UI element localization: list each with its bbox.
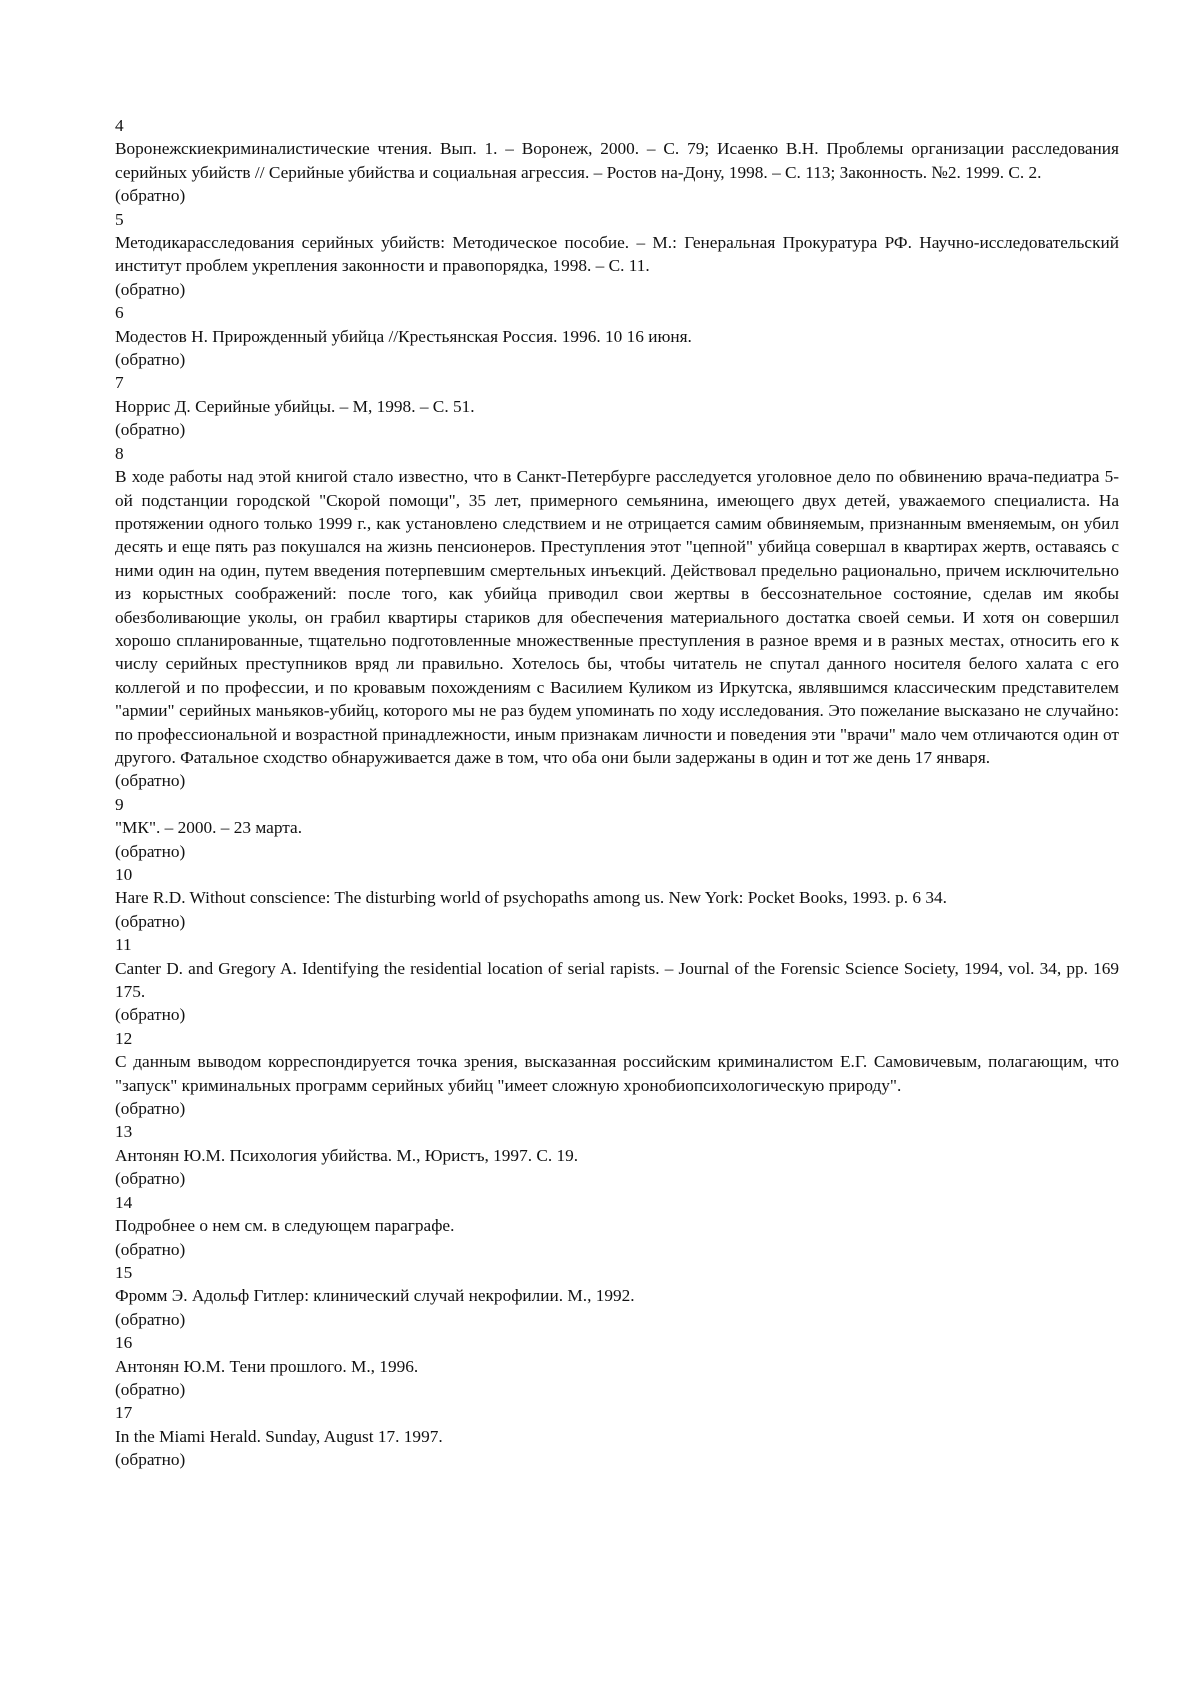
footnote <box>115 793 1119 863</box>
footnote-number: 4 <box>115 116 124 135</box>
footnote <box>115 301 1119 371</box>
footnote-text: Методикарасследования серийных убийств: Методическое пособие. – М.: Генеральная Прокуратура РФ. Научно-исследовательский институт проблем укрепления законности и правопорядка, 1998. – С. 11. <box>115 233 1119 276</box>
footnotes-page <box>115 114 1119 1472</box>
footnote <box>115 1027 1119 1121</box>
footnote-number: 13 <box>115 1122 133 1142</box>
footnote-text: Модестов Н. Прирожденный убийца //Крестьянская Россия. 1996. 10 16 июня. <box>115 326 692 346</box>
footnote-text: Фромм Э. Адольф Гитлер: клинический случай некрофилии. М., 1992. <box>115 1286 635 1306</box>
footnote-number: 11 <box>115 935 132 955</box>
footnote-text: "МК". – 2000. – 23 марта. <box>115 818 303 838</box>
back-link[interactable]: (обратно) <box>115 1169 186 1189</box>
footnote <box>115 863 1119 933</box>
footnote-text: С данным выводом корреспондируется точка зрения, высказанная российским криминалистом Е.Г. Самовичевым, полагающим, что "запуск" криминальных программ серийных убийц "имеет сложную хронобиопсихологическую природу". <box>115 1052 1119 1095</box>
footnote <box>115 1191 1119 1261</box>
footnote-number: 10 <box>115 865 133 884</box>
footnote-text: Canter D. and Gregory A. Identifying the residential location of serial rapists. – Journal of the Forensic Science Society, 1994, vol. 34, pp. 169 175. <box>115 958 1119 1002</box>
footnote-text: Подробнее о нем см. в следующем параграфе. <box>115 1216 455 1236</box>
footnote <box>115 1261 1119 1331</box>
footnote-number: 17 <box>115 1403 133 1423</box>
footnote <box>115 1120 1119 1190</box>
footnote <box>115 933 1119 1027</box>
back-link[interactable]: (обратно) <box>115 911 186 931</box>
back-link[interactable]: (обратно) <box>115 1450 186 1470</box>
footnote <box>115 114 1119 208</box>
back-link[interactable]: (обратно) <box>115 279 186 299</box>
footnote-number: 16 <box>115 1333 133 1353</box>
footnote-text: In the Miami Herald. Sunday, August 17. 1997. <box>115 1426 443 1446</box>
footnote <box>115 1331 1119 1401</box>
footnote <box>115 442 1119 793</box>
footnote-number: 8 <box>115 443 124 463</box>
back-link[interactable]: (обратно) <box>115 1099 186 1119</box>
footnote-text: Антонян Ю.М. Тени прошлого. М., 1996. <box>115 1356 419 1376</box>
back-link[interactable]: (обратно) <box>115 350 186 370</box>
footnote-number: 14 <box>115 1192 133 1212</box>
footnote-text: Антонян Ю.М. Психология убийства. М., Юристъ, 1997. С. 19. <box>115 1145 579 1165</box>
back-link[interactable]: (обратно) <box>115 1005 186 1025</box>
footnote-number: 5 <box>115 209 124 229</box>
back-link[interactable]: (обратно) <box>115 1379 186 1399</box>
back-link[interactable]: (обратно) <box>115 420 186 440</box>
back-link[interactable]: (обратно) <box>115 186 186 206</box>
back-link[interactable]: (обратно) <box>115 771 186 791</box>
footnote-number: 12 <box>115 1028 133 1048</box>
footnote-text: Hare R.D. Without conscience: The disturbing world of psychopaths among us. New York: Pocket Books, 1993. p. 6 34. <box>115 888 947 908</box>
footnote-text: Воронежскиекриминалистические чтения. Вып. 1. – Воронеж, 2000. – С. 79; Исаенко В.Н. Проблемы организации расследования серийных убийств // Серийные убийства и социальная агрессия. – Ростов на-Дону, 1998. – С. 113; Законность. №2. 1999. С. 2. <box>115 139 1119 182</box>
footnote <box>115 208 1119 302</box>
footnote-number: 15 <box>115 1262 133 1282</box>
back-link[interactable]: (обратно) <box>115 1309 186 1329</box>
footnote <box>115 371 1119 441</box>
footnote-number: 7 <box>115 373 124 393</box>
footnote-number: 6 <box>115 303 124 323</box>
footnote <box>115 1401 1119 1471</box>
back-link[interactable]: (обратно) <box>115 1239 186 1259</box>
back-link[interactable]: (обратно) <box>115 841 186 861</box>
footnote-number: 9 <box>115 794 124 814</box>
footnote-text: Норрис Д. Серийные убийцы. – М, 1998. – С. 51. <box>115 396 475 416</box>
footnote-text: В ходе работы над этой книгой стало известно, что в Санкт-Петербурге расследуется уголовное дело по обвинению врача-педиатра 5-ой подстанции городской "Скорой помощи", 35 лет, примерного семьянина, имеющего двух детей, уважаемого специалиста. На протяжении одного только 1999 г., как установлено следствием и не отрицается самим обвиняемым, признанным вменяемым, он убил десять и еще пять раз покушался на жизнь пенсионеров. Преступления этот "цепной" убийца совершал в квартирах жертв, оставаясь с ними один на один, путем введения потерпевшим смертельных инъекций. Действовал предельно рационально, причем исключительно из корыстных соображений: после того, как убийца приводил свои жертвы в бессознательное состояние, сделав им якобы обезболивающие уколы, он грабил квартиры стариков для обеспечения материального достатка своей семьи. И хотя он совершил хорошо спланированные, тщательно подготовленные множественные преступления в разное время и в разных местах, относить его к числу серийных преступников вряд ли правильно. Хотелось бы, чтобы читатель не спутал данного носителя белого халата с его коллегой и по профессии, и по кровавым похождениям с Василием Куликом из Иркутска, являвшимся классическим представителем "армии" серийных маньяков-убийц, которого мы не раз будем упоминать по ходу исследования. Это пожелание высказано не случайно: по профессиональной и возрастной принадлежности, иным признакам личности и поведения эти "врачи" мало чем отличаются один от другого. Фатальное сходство обнаруживается даже в том, что оба они были задержаны в один и тот же день 17 января. <box>115 467 1119 767</box>
